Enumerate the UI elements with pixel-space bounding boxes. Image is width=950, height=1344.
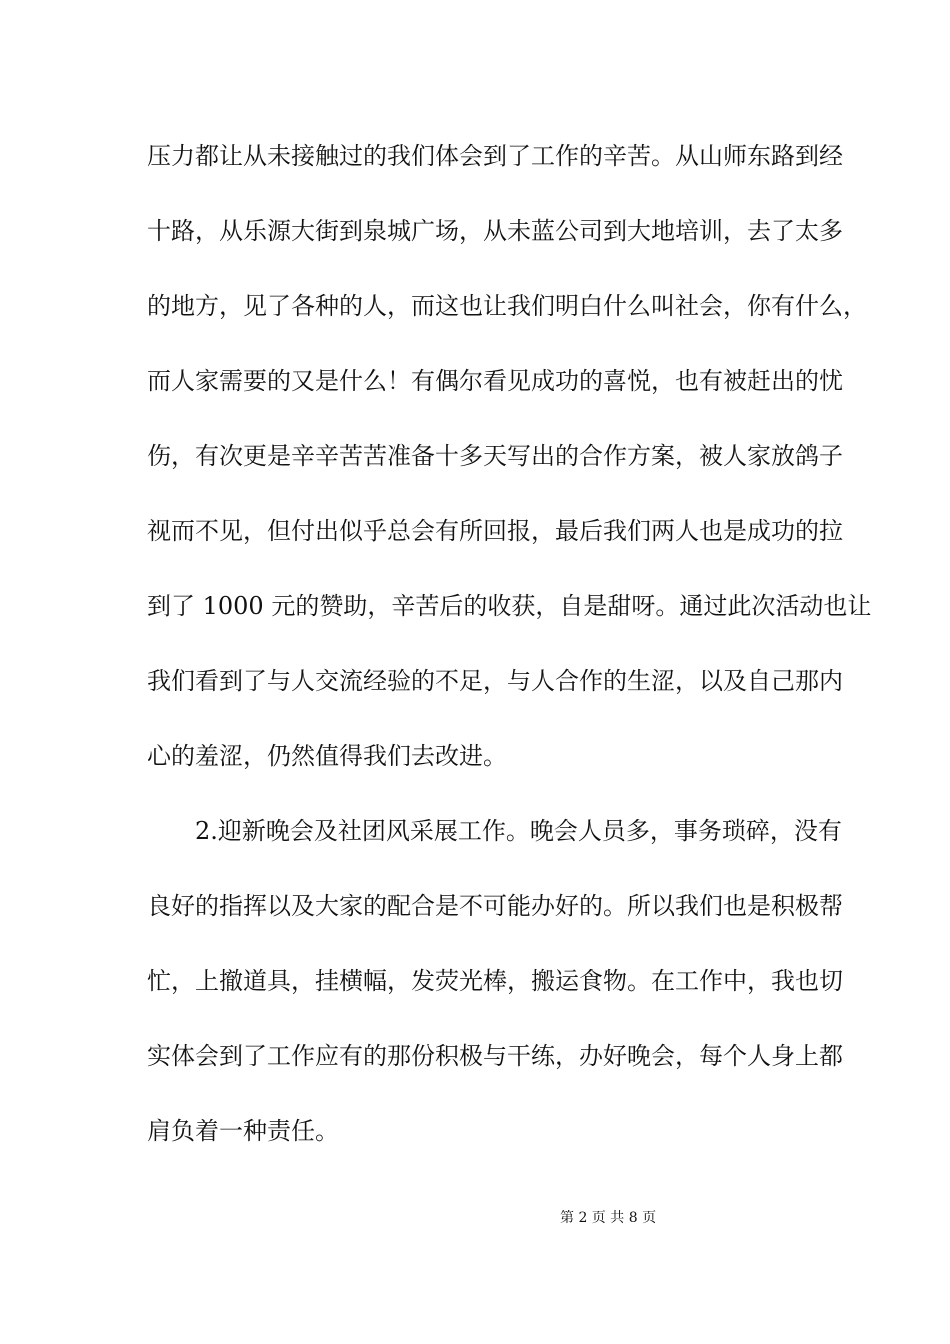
text-line: 的地方，见了各种的人，而这也让我们明白什么叫社会，你有什么， — [147, 292, 867, 320]
text-line: 我们看到了与人交流经验的不足，与人合作的生涩，以及自己那内 — [147, 667, 843, 695]
text-line: 良好的指挥以及大家的配合是不可能办好的。所以我们也是积极帮 — [147, 892, 843, 920]
text-line: 伤，有次更是辛辛苦苦准备十多天写出的合作方案，被人家放鸽子 — [147, 442, 843, 470]
text-line: 实体会到了工作应有的那份积极与干练，办好晚会，每个人身上都 — [147, 1042, 843, 1070]
text-line: 肩负着一种责任。 — [147, 1117, 339, 1145]
paragraph-start-line: 2.迎新晚会及社团风采展工作。晚会人员多，事务琐碎，没有 — [195, 817, 842, 845]
text-line: 忙，上撤道具，挂横幅，发荧光棒，搬运食物。在工作中，我也切 — [147, 967, 843, 995]
text-line: 而人家需要的又是什么！有偶尔看见成功的喜悦，也有被赶出的忧 — [147, 367, 843, 395]
text-line: 十路，从乐源大街到泉城广场，从未蓝公司到大地培训，去了太多 — [147, 217, 843, 245]
text-line: 心的羞涩，仍然值得我们去改进。 — [147, 742, 507, 770]
text-line: 视而不见，但付出似乎总会有所回报，最后我们两人也是成功的拉 — [147, 517, 843, 545]
body-text — [147, 136, 872, 1186]
text-line: 压力都让从未接触过的我们体会到了工作的辛苦。从山师东路到经 — [147, 142, 843, 170]
page-number-footer: 第 2 页 共 8 页 — [560, 1210, 657, 1226]
text-line: 到了 1000 元的赞助，辛苦后的收获，自是甜呀。通过此次活动也让 — [147, 592, 872, 620]
